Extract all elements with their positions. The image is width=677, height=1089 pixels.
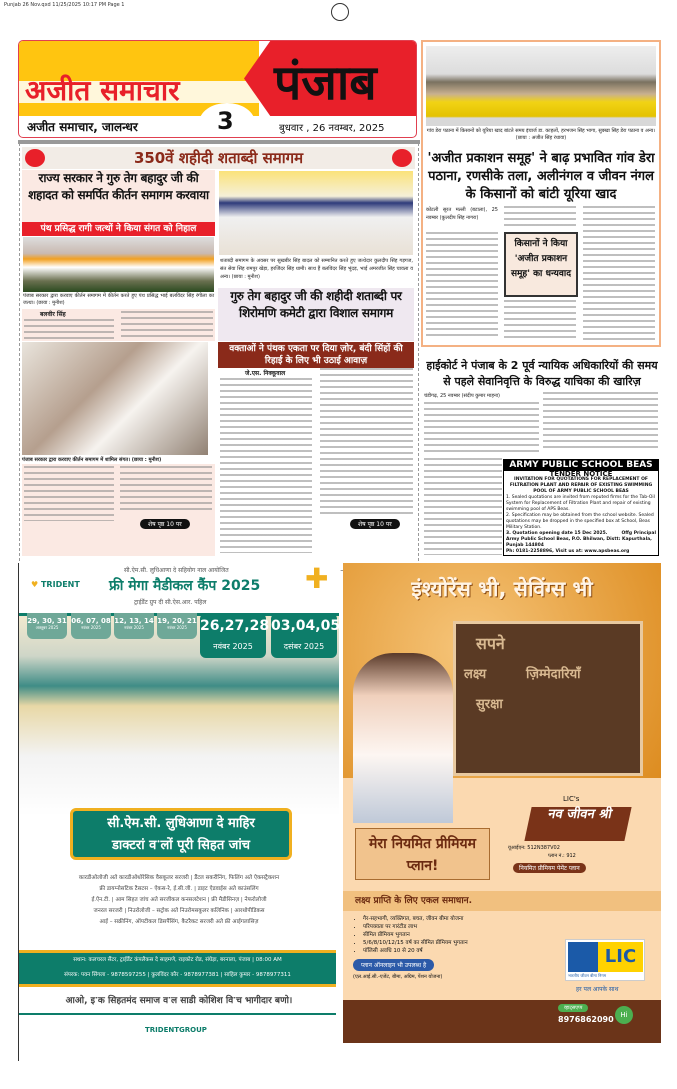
print-slug: Punjab 26 Nov.qxd 11/25/2025 10:17 PM Page 1 <box>4 2 125 8</box>
urea-photo <box>426 46 656 126</box>
left-byline: बलवीर सिंह <box>40 311 66 318</box>
mid-byline: जे.एस. निक्कूवाल <box>245 370 286 377</box>
venue-text: सथान: कलचरल सैंटर, ट्राईडैंट कंपलैकस दे साहमणे, राइकोट रोड, संघेड़ा, बरनाला, पंजाब | 08:00 AM <box>73 957 282 963</box>
past-date-tab: 29, 30, 31 अक्तूबर 2025 <box>27 613 67 639</box>
honour-photo <box>219 171 413 255</box>
page-number: 3 <box>217 107 234 135</box>
tender-item: 3. Quotation opening date 15 Dec 2025. <box>506 531 608 536</box>
left-caption-2: पंजाब सरकार द्वारा करवाए कीर्तन समागम में शामिल संगत। (छाया : मुनीश) <box>22 457 162 463</box>
continued-label: शेष पृष्ठ 10 पर <box>350 519 400 529</box>
tender-address: Army Public School Beas, P.O. Bhilwan, Distt: Kapurthala, Punjab 144804 <box>506 537 652 548</box>
continued-label: शेष पृष्ठ 10 पर <box>140 519 190 529</box>
edition: अजीत समाचार, जालन्धर <box>27 120 138 134</box>
whatsapp-number[interactable]: 8976862090 <box>558 1015 614 1024</box>
ad-title: फ्री मेगा मैडीकल कैंप 2025 <box>109 578 261 594</box>
mid-caption: शताब्दी समागम के अवसर पर सुखबीर सिंह बादल को सम्मानित करते हुए जत्थेदार कुलदीप सिंह गड़गज, संत सेवा सिंह रामपुर खेड़ा, हरजिंदर सिंह धामी। साथ हैं बलविंदर सिंह भूंदड़, भाई अमरजीत सिंह चावला व अन्य। (छाया : मुनीश) <box>220 258 413 280</box>
centenary-banner <box>22 147 415 169</box>
lic-ad <box>343 563 661 1043</box>
banner-title: 350वें शहीदी शताब्दी समागम <box>133 149 304 167</box>
box-line: सी.ऐम.सी. लुधिआणा दे माहिर <box>107 816 255 831</box>
masthead <box>18 40 417 138</box>
tender-subject: INVITATION FOR QUOTATIONS FOR REPLACEMENT OF FILTRATION PLANT AND REPAIR OF EXISTING SWIMMING POOL OF ARMY PUBLIC SCHOOL BEAS <box>509 477 653 494</box>
plan-list: (एल.आई.सी.-एजेंट, बीमा, अग्रिम, पेंशन योजना) <box>353 974 443 980</box>
mid-headline: गुरु तेग बहादुर जी की शहीदी शताब्दी पर शिरोमणि कमेटी द्वारा विशाल समागम <box>218 288 414 341</box>
online-plan-button[interactable]: प्लान ऑनलाइन भी उपलब्ध है <box>353 959 434 971</box>
tender-item: 1. Sealed quotations are invited from reputed firms for the Tab-Oil System for Replacement of Filtration Plant and repair of existing swimming pool of APS Beas. <box>506 495 655 512</box>
box-line: डाक्टरां वॱलों पूरी सिहत जांच <box>111 838 251 853</box>
highcourt-dateline: चंडीगढ़, 25 नवम्बर (संदीप कुमार माहना) <box>424 393 501 399</box>
contact-text: संपरक: पवन सिंगला - 9878597255 | कुलविंदर कौर - 9878977381 | साहिल कुमार - 9878977311 <box>64 972 291 978</box>
tender-notice-ad <box>503 459 659 556</box>
urea-dateline: कोटली सूरत मल्ली (बटाला), 25 नवम्बर (कुलदीप सिंह नागरा) <box>426 207 498 221</box>
lic-headline: इंश्योरेंस भी, सेविंग्स भी <box>411 577 593 601</box>
past-date-tab: 12, 13, 14 नवंबर 2025 <box>114 613 154 639</box>
lic-logo: LIC भारतीय जीवन बीमा निगम <box>565 939 645 981</box>
trident-brand: TRIDENT <box>40 580 80 589</box>
ad-subtitle: ट्राईडैंट ग्रुप दी सी.ऐस.आर. पहिल <box>134 599 207 606</box>
lic-tagline: लक्ष्य प्राप्ति के लिए एकल समाधान. <box>343 891 661 911</box>
lic-plan-logo: LIC's नव जीवन श्री यूआईएन: 512N387V02 प्लान नं.: 912 नियमित प्रीमियम पेमेंट प्लान <box>503 795 643 880</box>
mother-child-photo <box>353 653 453 823</box>
highlight-text: किसानों ने किया 'अजीत प्रकाशन समूह' का धन्यवाद <box>510 239 572 279</box>
section-title: पंजाब <box>274 55 377 111</box>
highcourt-headline: हाईकोर्ट ने पंजाब के 2 पूर्व न्यायिक अधिकारियों की समय से पहले सेवानिवृत्ति के विरुद्ध याचिका की खारिज़ <box>426 359 658 388</box>
ad-top-line: सी.ऐम.सी. लुधिआणा दे सहियोग नाल आयोजित <box>124 567 229 574</box>
date: बुधवार , 26 नवम्बर, 2025 <box>279 123 385 134</box>
trident-group-logo: TRIDENTGROUP <box>145 1026 207 1034</box>
premium-bubble: मेरा नियमित प्रीमियम प्लान! <box>355 828 490 880</box>
tender-item: 2. Specification may be obtained from the school website. Sealed quotations may be dropped in the specified box at School, Beas Military Station. <box>506 513 654 530</box>
plus-icon: ✚ <box>305 562 329 595</box>
hi-badge: Hi <box>615 1006 633 1024</box>
urea-caption: गांव डेरा पठाना में किसानों को यूरिया खाद बांटते समय इंचार्ज डा. काहलों, हरभजन सिंह भागा, सुक्खा सिंह डेरा पठाना व अन्य। (छाया : अजीत सिंह रंधावा) <box>426 128 656 141</box>
camp-date: 03,04,05 दसंबर 2025 <box>271 613 337 658</box>
red-dot-icon <box>392 149 412 167</box>
services-list: कारडीओलोजी अते कारडीओथोरेसिक वैसकूलर सरजरी | डैंटल सकरीनिंग, फिलिंग अते ऐकसट्रैकशन फ्री डायग्नोसटिक टैसटस – ऐकस-रे, ई.सी.जी. | डाइट ऐडवाईस अते काउंसलिंग ई.ऐन.टी. | आम सिहत जांच अते सरजीकल कनसलटेशन | फ्री मैडीसिनज़ | नेफरोलोजी जनरल सरजरी | निउरोलोजी – सट्रोक अते निउरोमसकुलर कलिनिक | आरथोपीडिकस आई – सक्रीनिंग, ऑपटीकल डिसपैंसिंग, कैटरैकट सरजरी अते फ्री आईगलासिज़ <box>78 875 280 925</box>
mid-subheadline: वक्ताओं ने पंथक एकता पर दिया ज़ोर, बंदी सिंहों की रिहाई के लिए भी उठाई आवाज़ <box>218 342 414 368</box>
trident-logo: ♥ TRIDENT <box>31 580 80 589</box>
left-caption: पंजाब सरकार द्वारा करवाए कीर्तन समागम में कीर्तन करते हुए पंथ प्रसिद्ध भाई बलविंदर सिंह रंगीला का जत्था। (छाया : मुनीश) <box>23 293 214 306</box>
kirtan-photo <box>23 237 214 292</box>
tender-sign: Offg Principal <box>621 531 656 536</box>
past-date-tab: 19, 20, 21 नवंबर 2025 <box>157 613 197 639</box>
urea-headline: 'अजीत प्रकाशन समूह' ने बाढ़ प्रभावित गांव डेरा पठाना, रणसीके तला, अलीनंगल व जीवन नंगल के किसानों को बांटी यूरिया खाद <box>427 151 655 202</box>
paper-name: अजीत समाचार <box>25 74 180 107</box>
urea-highlight-box <box>504 232 578 297</box>
red-dot-icon <box>25 149 45 167</box>
plan-name: नव जीवन श्री <box>524 807 631 841</box>
school-name: ARMY PUBLIC SCHOOL BEAS <box>504 460 658 471</box>
sangat-photo <box>22 342 208 455</box>
slogan: आओ, इॱक सिहतमंद समाज वॱल साडी कोशिश विॱच भागीदार बणो। <box>65 996 293 1006</box>
registration-mark-icon <box>331 3 349 21</box>
camp-date: 26,27,28 नवंबर 2025 <box>200 613 266 658</box>
left-headline: राज्य सरकार ने गुरु तेग बहादुर जी की शहादत को समर्पित कीर्तन समागम करवाया <box>28 171 209 202</box>
shelf: सपने लक्ष्य ज़िम्मेदारियाँ सुरक्षा <box>453 621 643 776</box>
whatsapp-label: व्हाट्सएप्प <box>558 1004 588 1012</box>
lic-motto: हर पल आपके साथ <box>576 986 619 993</box>
venue-strip <box>19 950 336 987</box>
left-subheadline: पंथ प्रसिद्ध रागी जत्थों ने किया संगत को निहाल <box>22 222 215 236</box>
doctors-box <box>70 808 292 860</box>
lic-benefits: • गैर-सहभागी, व्यक्तिगत, बचत, जीवन बीमा योजना • परिपक्वता पर गारंटीड लाभ • सीमित प्रीमियम भुगतान • 5/6/8/10/12/15 वर्ष का सीमित प्रीमियम भुगतान • पॉलिसी अवधि 10 से 20 वर्ष <box>363 915 553 955</box>
tender-contact: Ph: 0181-2258896, Visit us at: www.apsbeas.org <box>506 549 630 554</box>
tender-title: TENDER NOTICE <box>549 470 613 478</box>
past-date-tab: 06, 07, 08 नवंबर 2025 <box>71 613 111 639</box>
